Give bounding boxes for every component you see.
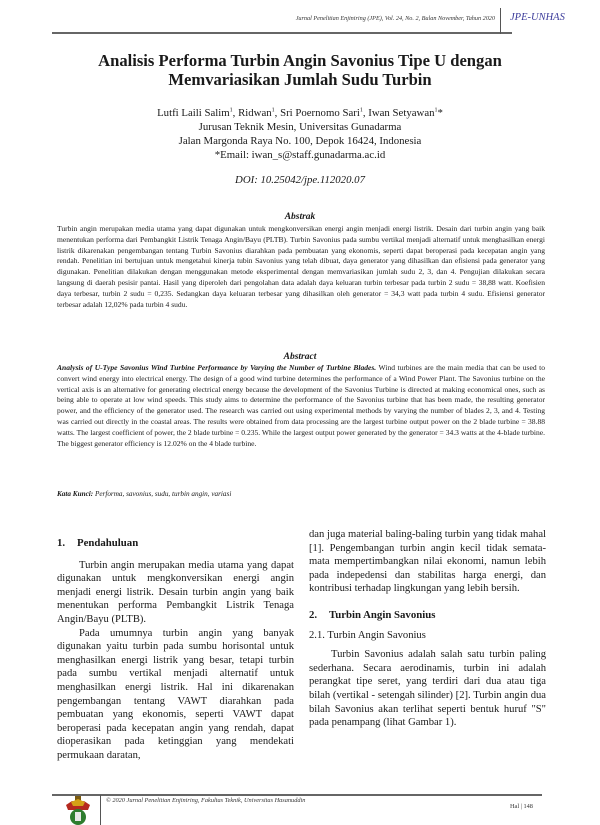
author-list	[40, 103, 560, 120]
abstract-heading: Abstract	[283, 352, 317, 362]
journal-brand: JPE-UNHAS	[510, 12, 565, 23]
author-block	[40, 103, 560, 162]
keywords-label: Kata Kunci:	[57, 490, 94, 498]
journal-header: Jurnal Penelitian Enjiniring (JPE), Vol. 24, No. 2, Bulan November, Tahun 2020	[295, 15, 495, 22]
title-line-2: Memvariasikan Jumlah Sudu Turbin	[168, 70, 432, 89]
title-line-1: Analisis Performa Turbin Angin Savonius Tipe U dengan	[98, 51, 502, 70]
affiliation: Jurusan Teknik Mesin, Universitas Gunadarma	[198, 120, 402, 133]
keywords	[57, 490, 231, 498]
paragraph: dan juga material baling-baling turbin yang tidak mahal [1]. Pengembangan turbin angin kecil tidak semata-mata mempertimbangkan nilai ekonomi, namun lebih pada indepedensi dan stabilitas harga energi, dan kontribusi terhadap lingkungan yang lebih bersih.	[309, 529, 546, 595]
footer-copyright: © 2020 Jurnal Penelitian Enjiniring, Fakultas Teknik, Universitas Hasanuddin	[106, 797, 306, 804]
abstract-text	[57, 363, 545, 449]
author: Sri Poernomo Sari$^1$,	[280, 106, 369, 119]
keywords-text: Performa, savonius, sudu, turbin angin, variasi	[93, 490, 232, 498]
author: Ridwan$^1$,	[238, 106, 281, 119]
author: Iwan Setyawan$^1$*	[368, 106, 443, 119]
footer-rule	[52, 794, 542, 796]
paragraph: Turbin Savonius adalah salah satu turbin paling sederhana. Secara aerodinamis, turbin ini adalah perangkat tipe seret, yang terdiri dari dua atau tiga bilah (vertikal - setengah silinder) [2]. Turbin angin dua bilah Savonius akan terlihat seperti bentuk huruf "S" pada penampang (lihat Gambar 1).	[309, 649, 546, 729]
abstrak-heading: Abstrak	[284, 212, 316, 222]
paragraph: Turbin angin merupakan media utama yang dapat digunakan untuk mengkonversikan energi angin menjadi energi listrik. Desain turbin angin yang baik menentukan performa Pembangkit Listrik Tenaga Angin/Bayu (PLTB).	[57, 559, 294, 625]
abstrak-text: Turbin angin merupakan media utama yang dapat digunakan untuk mengkonversikan energi angin menjadi energi listrik. Desain dari turbin angin yang baik menentukan performa dari Pembangkit Listrik Tenaga Angin/Bayu (PLTB). Turbin Savonius pada sumbu vertikal menjadi alternatif untuk menghasilkan energi listrik dikarenakan pengembangan tentang Turbin Savonius diarahkan pada pembuatan yang ekonomis, seperti dapat beroperasi pada kecepatan angin yang rendah. Penelitian ini bertujuan untuk mengetahui kinerja tubin Savonius yang telah dibuat, daya generator yang dihasilkan dan efisiensi pada generator yang digunakan. Penelitian dilakukan dengan menggunakan metode eksperimental dengan memvariasikan jumlah sudu 2, 3, dan 4. Pengujian dilakukan secara langsung di daerah pesisir pantai. Hasil yang diperoleh dari pengolahan data adalah daya keluaran turbin terbesar pada turbin 2 sudu = 38,88 watt. Koefisien daya terbesar, turbin 2 sudu = 0,235. Sedangkan daya keluaran terbesar yang dihasilkan oleh generator = 34,3 watt pada turbin 4 sudu. Efisiensi generator terbesar adalah 12,02% pada turbin 4 sudu.	[57, 224, 545, 309]
section-heading: 1. Pendahuluan	[57, 537, 139, 549]
paper-title	[40, 51, 560, 89]
left-column	[57, 537, 294, 763]
section-heading: 2. Turbin Angin Savonius	[309, 608, 436, 621]
abstract-body: Wind turbines are the main media that can be used to convert wind energy into electrical energy. The design of a good wind turbine determines the performance of a Wind Power Plant. The Savonius turbine on the vertical axis is an alternative for generating electrical energy because the development of the Savonius Turbine is directed at making economical ones, such as being able to operate at low wind speeds. This study aims to determine the performance of the Savonius turbine that has been made, the resulting generator power, and the efficiency of the generator used. The research was carried out using experimental methods by varying the number of blades 2, 3, and 4. Testing was carried out directly in the coastal areas. The results were obtained from data processing are the largest turbine output power on the 2 blade turbine = 38.88 watts. The largest coefficient of power, the 2 blade turbine = 0.235. While the largest output power generated by the generator = 34.3 watts at the 4-blade turbine. The biggest generator efficiency is 12.02% on the 4 blade turbine.	[57, 363, 545, 448]
header-separator	[500, 8, 501, 34]
author: Lutfi Laili Salim$^1$,	[157, 106, 239, 119]
doi[interactable]: DOI: 10.25042/jpe.112020.07	[235, 174, 365, 186]
footer-separator	[100, 795, 101, 825]
header-rule	[52, 32, 512, 34]
address: Jalan Margonda Raya No. 100, Depok 16424, Indonesia	[178, 134, 422, 147]
right-column	[309, 528, 546, 730]
paragraph: Pada umumnya turbin angin yang banyak digunakan yaitu turbin pada sumbu horisontal untuk menghasilkan energi listrik yang besar, tetapi turbin pada sumbu vertikal menjadi alternatif untuk menghasilkan energi listrik. Hal ini dikarenakan pengembangan tentang VAWT diarahkan pada pembuatan yang ekonomis, seperti VAWT dapat beroperasi pada kecepatan angin yang rendah, dapat dioperasikan pada ketinggian yang mendekati permukaan daratan,	[57, 627, 294, 761]
abstract-lead: Analysis of U-Type Savonius Wind Turbine Performance by Varying the Number of Turbine Blades.	[57, 363, 377, 372]
subsection-heading: 2.1. Turbin Angin Savonius	[309, 629, 426, 641]
page-number: Hal | 148	[510, 803, 533, 810]
university-logo-icon	[62, 795, 94, 825]
email[interactable]: *Email: iwan_s@staff.gunadarma.ac.id	[214, 148, 386, 161]
